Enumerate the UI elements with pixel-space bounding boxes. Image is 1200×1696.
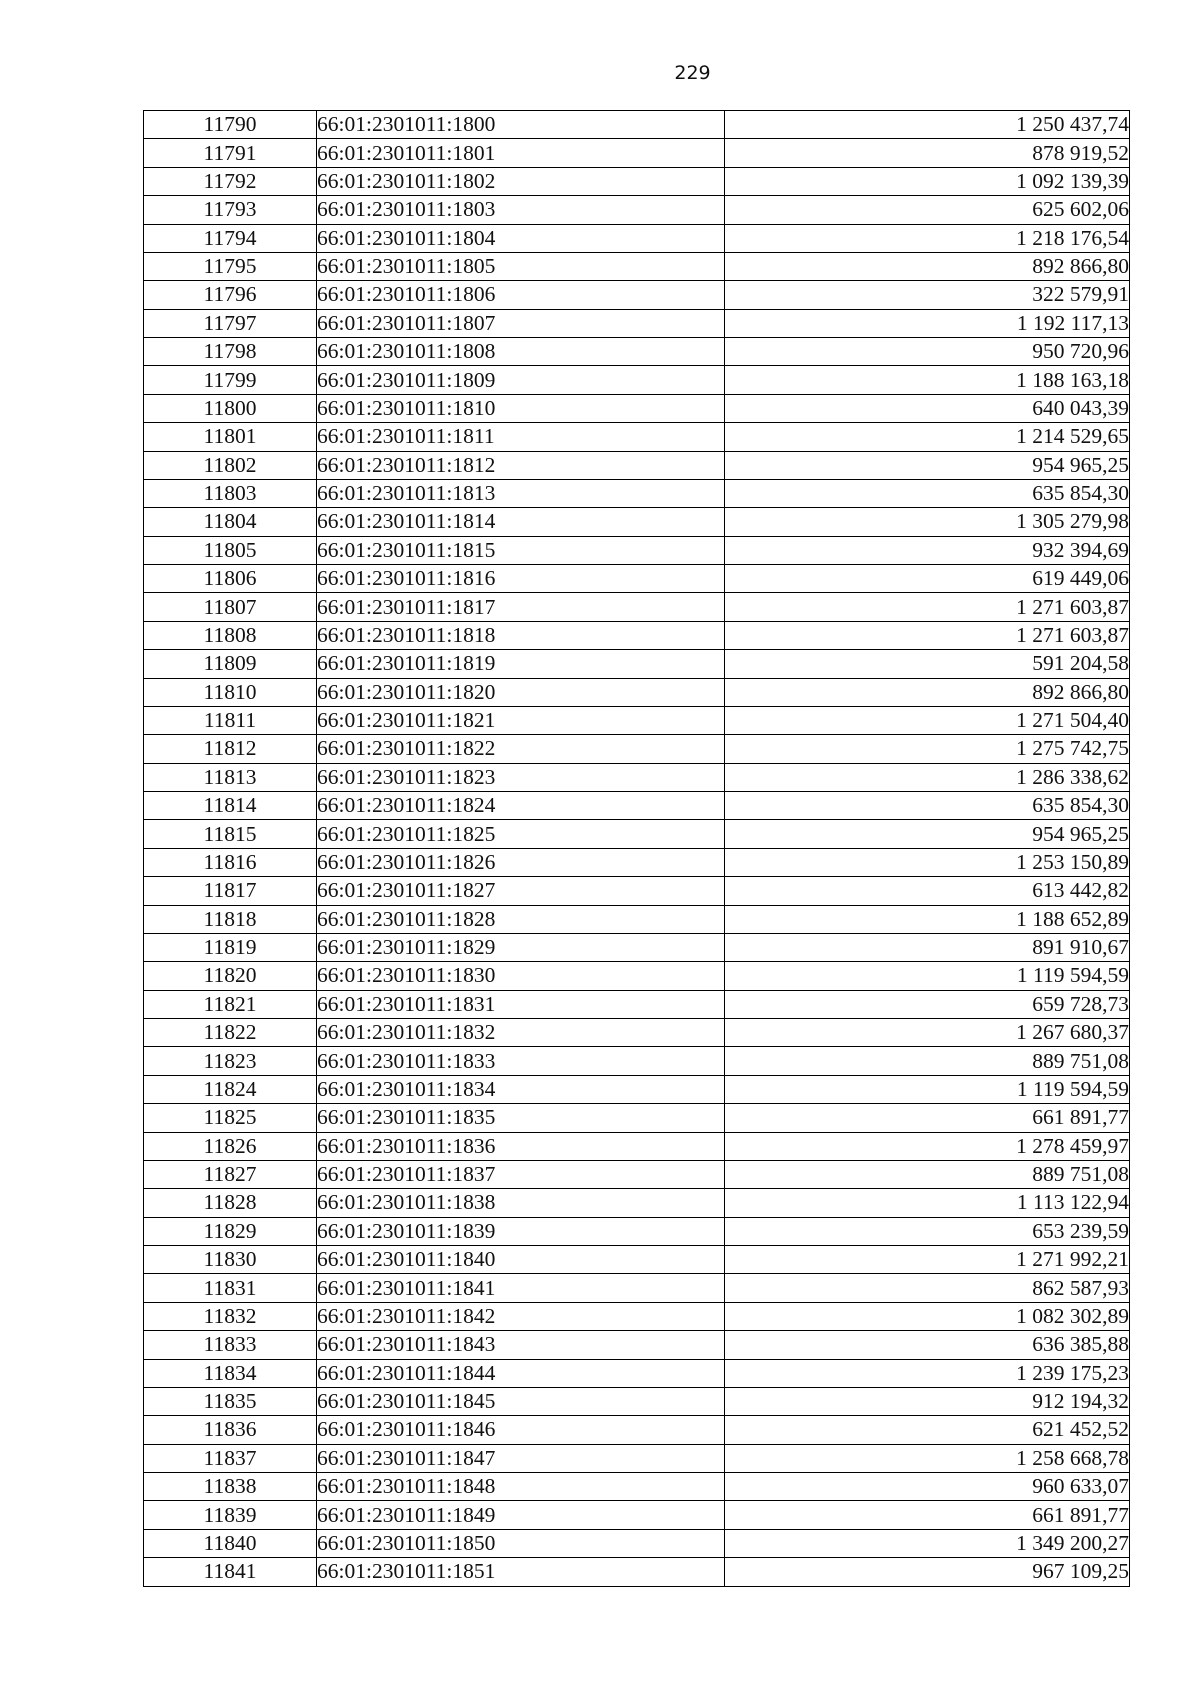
cadastral-value-cell: 659 728,73 (725, 990, 1130, 1018)
table-row (144, 792, 1130, 820)
cadastral-number-cell: 66:01:2301011:1806 (317, 281, 725, 309)
cadastral-number-cell: 66:01:2301011:1808 (317, 338, 725, 366)
row-number-cell: 11829 (144, 1217, 317, 1245)
cadastral-number-cell: 66:01:2301011:1820 (317, 678, 725, 706)
cadastral-value-cell: 661 891,77 (725, 1104, 1130, 1132)
table-row (144, 1019, 1130, 1047)
cadastral-number-cell: 66:01:2301011:1848 (317, 1473, 725, 1501)
table-row (144, 1075, 1130, 1103)
cadastral-value-cell: 1 119 594,59 (725, 962, 1130, 990)
cadastral-number-cell: 66:01:2301011:1833 (317, 1047, 725, 1075)
table-row (144, 820, 1130, 848)
table-row (144, 309, 1130, 337)
cadastral-number-cell: 66:01:2301011:1813 (317, 479, 725, 507)
table-row (144, 366, 1130, 394)
cadastral-value-cell: 912 194,32 (725, 1387, 1130, 1415)
table-row (144, 735, 1130, 763)
row-number-cell: 11833 (144, 1331, 317, 1359)
cadastral-number-cell: 66:01:2301011:1842 (317, 1302, 725, 1330)
cadastral-number-cell: 66:01:2301011:1802 (317, 167, 725, 195)
table-row (144, 1387, 1130, 1415)
table-row (144, 650, 1130, 678)
table-row (144, 111, 1130, 139)
cadastral-number-cell: 66:01:2301011:1826 (317, 848, 725, 876)
cadastral-value-cell: 619 449,06 (725, 565, 1130, 593)
cadastral-value-cell: 635 854,30 (725, 479, 1130, 507)
cadastral-number-cell: 66:01:2301011:1824 (317, 792, 725, 820)
cadastral-number-cell: 66:01:2301011:1831 (317, 990, 725, 1018)
cadastral-value-cell: 1 214 529,65 (725, 423, 1130, 451)
table-row (144, 1189, 1130, 1217)
cadastral-number-cell: 66:01:2301011:1839 (317, 1217, 725, 1245)
table-row (144, 1217, 1130, 1245)
table-row (144, 621, 1130, 649)
cadastral-number-cell: 66:01:2301011:1823 (317, 763, 725, 791)
row-number-cell: 11821 (144, 990, 317, 1018)
cadastral-value-cell: 1 271 992,21 (725, 1246, 1130, 1274)
table-row (144, 196, 1130, 224)
cadastral-value-cell: 878 919,52 (725, 139, 1130, 167)
table-row (144, 338, 1130, 366)
cadastral-value-cell: 932 394,69 (725, 536, 1130, 564)
row-number-cell: 11797 (144, 309, 317, 337)
row-number-cell: 11811 (144, 706, 317, 734)
cadastral-value-cell: 891 910,67 (725, 933, 1130, 961)
table-row (144, 933, 1130, 961)
table-row (144, 1331, 1130, 1359)
table-row (144, 565, 1130, 593)
cadastral-value-cell: 322 579,91 (725, 281, 1130, 309)
table-row (144, 508, 1130, 536)
row-number-cell: 11805 (144, 536, 317, 564)
row-number-cell: 11817 (144, 877, 317, 905)
row-number-cell: 11830 (144, 1246, 317, 1274)
table-row (144, 1302, 1130, 1330)
cadastral-number-cell: 66:01:2301011:1830 (317, 962, 725, 990)
cadastral-number-cell: 66:01:2301011:1834 (317, 1075, 725, 1103)
row-number-cell: 11825 (144, 1104, 317, 1132)
table-row (144, 1558, 1130, 1586)
cadastral-number-cell: 66:01:2301011:1817 (317, 593, 725, 621)
table-row (144, 905, 1130, 933)
cadastral-value-cell: 954 965,25 (725, 820, 1130, 848)
row-number-cell: 11816 (144, 848, 317, 876)
cadastral-value-cell: 1 082 302,89 (725, 1302, 1130, 1330)
table-row (144, 479, 1130, 507)
table-row (144, 1104, 1130, 1132)
row-number-cell: 11836 (144, 1416, 317, 1444)
cadastral-value-cell: 892 866,80 (725, 252, 1130, 280)
cadastral-value-cell: 1 271 603,87 (725, 593, 1130, 621)
row-number-cell: 11792 (144, 167, 317, 195)
cadastral-value-cell: 889 751,08 (725, 1160, 1130, 1188)
table-row (144, 451, 1130, 479)
cadastral-number-cell: 66:01:2301011:1843 (317, 1331, 725, 1359)
table-row (144, 252, 1130, 280)
table-row (144, 1416, 1130, 1444)
row-number-cell: 11819 (144, 933, 317, 961)
cadastral-number-cell: 66:01:2301011:1847 (317, 1444, 725, 1472)
cadastral-number-cell: 66:01:2301011:1809 (317, 366, 725, 394)
cadastral-number-cell: 66:01:2301011:1816 (317, 565, 725, 593)
table-row (144, 593, 1130, 621)
row-number-cell: 11812 (144, 735, 317, 763)
row-number-cell: 11801 (144, 423, 317, 451)
cadastral-value-cell: 1 275 742,75 (725, 735, 1130, 763)
cadastral-number-cell: 66:01:2301011:1818 (317, 621, 725, 649)
table-row (144, 1160, 1130, 1188)
row-number-cell: 11802 (144, 451, 317, 479)
cadastral-value-cell: 1 188 163,18 (725, 366, 1130, 394)
table-row (144, 394, 1130, 422)
row-number-cell: 11814 (144, 792, 317, 820)
row-number-cell: 11824 (144, 1075, 317, 1103)
table-body (144, 111, 1130, 1587)
row-number-cell: 11799 (144, 366, 317, 394)
row-number-cell: 11834 (144, 1359, 317, 1387)
cadastral-number-cell: 66:01:2301011:1827 (317, 877, 725, 905)
table-row (144, 1359, 1130, 1387)
row-number-cell: 11828 (144, 1189, 317, 1217)
row-number-cell: 11835 (144, 1387, 317, 1415)
row-number-cell: 11813 (144, 763, 317, 791)
row-number-cell: 11841 (144, 1558, 317, 1586)
cadastral-value-cell: 1 192 117,13 (725, 309, 1130, 337)
row-number-cell: 11818 (144, 905, 317, 933)
cadastral-number-cell: 66:01:2301011:1844 (317, 1359, 725, 1387)
cadastral-value-cell: 1 253 150,89 (725, 848, 1130, 876)
cadastral-value-cell: 1 218 176,54 (725, 224, 1130, 252)
table-row (144, 1047, 1130, 1075)
cadastral-value-cell: 613 442,82 (725, 877, 1130, 905)
row-number-cell: 11838 (144, 1473, 317, 1501)
row-number-cell: 11807 (144, 593, 317, 621)
cadastral-number-cell: 66:01:2301011:1840 (317, 1246, 725, 1274)
cadastral-number-cell: 66:01:2301011:1838 (317, 1189, 725, 1217)
cadastral-number-cell: 66:01:2301011:1805 (317, 252, 725, 280)
cadastral-number-cell: 66:01:2301011:1836 (317, 1132, 725, 1160)
row-number-cell: 11832 (144, 1302, 317, 1330)
row-number-cell: 11808 (144, 621, 317, 649)
cadastral-value-cell: 1 258 668,78 (725, 1444, 1130, 1472)
cadastral-number-cell: 66:01:2301011:1822 (317, 735, 725, 763)
cadastral-number-cell: 66:01:2301011:1825 (317, 820, 725, 848)
cadastral-number-cell: 66:01:2301011:1819 (317, 650, 725, 678)
table-row (144, 139, 1130, 167)
cadastral-number-cell: 66:01:2301011:1801 (317, 139, 725, 167)
cadastral-number-cell: 66:01:2301011:1810 (317, 394, 725, 422)
cadastral-number-cell: 66:01:2301011:1832 (317, 1019, 725, 1047)
row-number-cell: 11840 (144, 1529, 317, 1557)
table-row (144, 990, 1130, 1018)
table-row (144, 763, 1130, 791)
table-row (144, 224, 1130, 252)
cadastral-number-cell: 66:01:2301011:1835 (317, 1104, 725, 1132)
cadastral-value-cell: 1 349 200,27 (725, 1529, 1130, 1557)
row-number-cell: 11826 (144, 1132, 317, 1160)
row-number-cell: 11793 (144, 196, 317, 224)
table-row (144, 1529, 1130, 1557)
table-row (144, 1246, 1130, 1274)
cadastral-number-cell: 66:01:2301011:1851 (317, 1558, 725, 1586)
table-row (144, 281, 1130, 309)
table-row (144, 1132, 1130, 1160)
row-number-cell: 11790 (144, 111, 317, 139)
row-number-cell: 11822 (144, 1019, 317, 1047)
table-row (144, 1473, 1130, 1501)
cadastral-value-cell: 1 305 279,98 (725, 508, 1130, 536)
cadastral-value-table (143, 110, 1130, 1587)
cadastral-number-cell: 66:01:2301011:1850 (317, 1529, 725, 1557)
cadastral-number-cell: 66:01:2301011:1846 (317, 1416, 725, 1444)
cadastral-number-cell: 66:01:2301011:1849 (317, 1501, 725, 1529)
cadastral-value-cell: 862 587,93 (725, 1274, 1130, 1302)
table-row (144, 848, 1130, 876)
row-number-cell: 11806 (144, 565, 317, 593)
page-number: 229 (674, 62, 711, 84)
row-number-cell: 11798 (144, 338, 317, 366)
row-number-cell: 11831 (144, 1274, 317, 1302)
row-number-cell: 11810 (144, 678, 317, 706)
row-number-cell: 11800 (144, 394, 317, 422)
cadastral-number-cell: 66:01:2301011:1829 (317, 933, 725, 961)
cadastral-value-cell: 889 751,08 (725, 1047, 1130, 1075)
table-row (144, 1501, 1130, 1529)
cadastral-number-cell: 66:01:2301011:1800 (317, 111, 725, 139)
cadastral-number-cell: 66:01:2301011:1814 (317, 508, 725, 536)
table-row (144, 877, 1130, 905)
cadastral-number-cell: 66:01:2301011:1837 (317, 1160, 725, 1188)
cadastral-value-cell: 950 720,96 (725, 338, 1130, 366)
cadastral-value-cell: 636 385,88 (725, 1331, 1130, 1359)
cadastral-number-cell: 66:01:2301011:1828 (317, 905, 725, 933)
table-row (144, 706, 1130, 734)
row-number-cell: 11820 (144, 962, 317, 990)
row-number-cell: 11823 (144, 1047, 317, 1075)
cadastral-value-cell: 621 452,52 (725, 1416, 1130, 1444)
row-number-cell: 11795 (144, 252, 317, 280)
row-number-cell: 11839 (144, 1501, 317, 1529)
cadastral-value-cell: 625 602,06 (725, 196, 1130, 224)
cadastral-value-cell: 1 119 594,59 (725, 1075, 1130, 1103)
cadastral-value-cell: 661 891,77 (725, 1501, 1130, 1529)
table-row (144, 167, 1130, 195)
cadastral-number-cell: 66:01:2301011:1845 (317, 1387, 725, 1415)
row-number-cell: 11791 (144, 139, 317, 167)
cadastral-value-cell: 954 965,25 (725, 451, 1130, 479)
cadastral-number-cell: 66:01:2301011:1807 (317, 309, 725, 337)
cadastral-number-cell: 66:01:2301011:1804 (317, 224, 725, 252)
cadastral-value-cell: 1 188 652,89 (725, 905, 1130, 933)
cadastral-value-cell: 1 271 504,40 (725, 706, 1130, 734)
cadastral-value-cell: 967 109,25 (725, 1558, 1130, 1586)
table-row (144, 536, 1130, 564)
table-row (144, 962, 1130, 990)
cadastral-value-cell: 653 239,59 (725, 1217, 1130, 1245)
row-number-cell: 11809 (144, 650, 317, 678)
cadastral-number-cell: 66:01:2301011:1812 (317, 451, 725, 479)
table-row (144, 678, 1130, 706)
cadastral-value-cell: 635 854,30 (725, 792, 1130, 820)
cadastral-number-cell: 66:01:2301011:1821 (317, 706, 725, 734)
cadastral-value-cell: 1 278 459,97 (725, 1132, 1130, 1160)
cadastral-value-cell: 960 633,07 (725, 1473, 1130, 1501)
cadastral-value-cell: 1 250 437,74 (725, 111, 1130, 139)
cadastral-value-cell: 1 092 139,39 (725, 167, 1130, 195)
cadastral-value-cell: 1 113 122,94 (725, 1189, 1130, 1217)
cadastral-value-cell: 1 286 338,62 (725, 763, 1130, 791)
cadastral-value-cell: 1 239 175,23 (725, 1359, 1130, 1387)
cadastral-value-cell: 892 866,80 (725, 678, 1130, 706)
row-number-cell: 11827 (144, 1160, 317, 1188)
cadastral-number-cell: 66:01:2301011:1815 (317, 536, 725, 564)
table-row (144, 423, 1130, 451)
row-number-cell: 11837 (144, 1444, 317, 1472)
row-number-cell: 11796 (144, 281, 317, 309)
table-row (144, 1274, 1130, 1302)
cadastral-number-cell: 66:01:2301011:1811 (317, 423, 725, 451)
row-number-cell: 11794 (144, 224, 317, 252)
row-number-cell: 11815 (144, 820, 317, 848)
row-number-cell: 11803 (144, 479, 317, 507)
row-number-cell: 11804 (144, 508, 317, 536)
cadastral-value-cell: 1 267 680,37 (725, 1019, 1130, 1047)
table-row (144, 1444, 1130, 1472)
cadastral-number-cell: 66:01:2301011:1841 (317, 1274, 725, 1302)
cadastral-number-cell: 66:01:2301011:1803 (317, 196, 725, 224)
cadastral-value-cell: 591 204,58 (725, 650, 1130, 678)
cadastral-value-cell: 640 043,39 (725, 394, 1130, 422)
cadastral-value-cell: 1 271 603,87 (725, 621, 1130, 649)
